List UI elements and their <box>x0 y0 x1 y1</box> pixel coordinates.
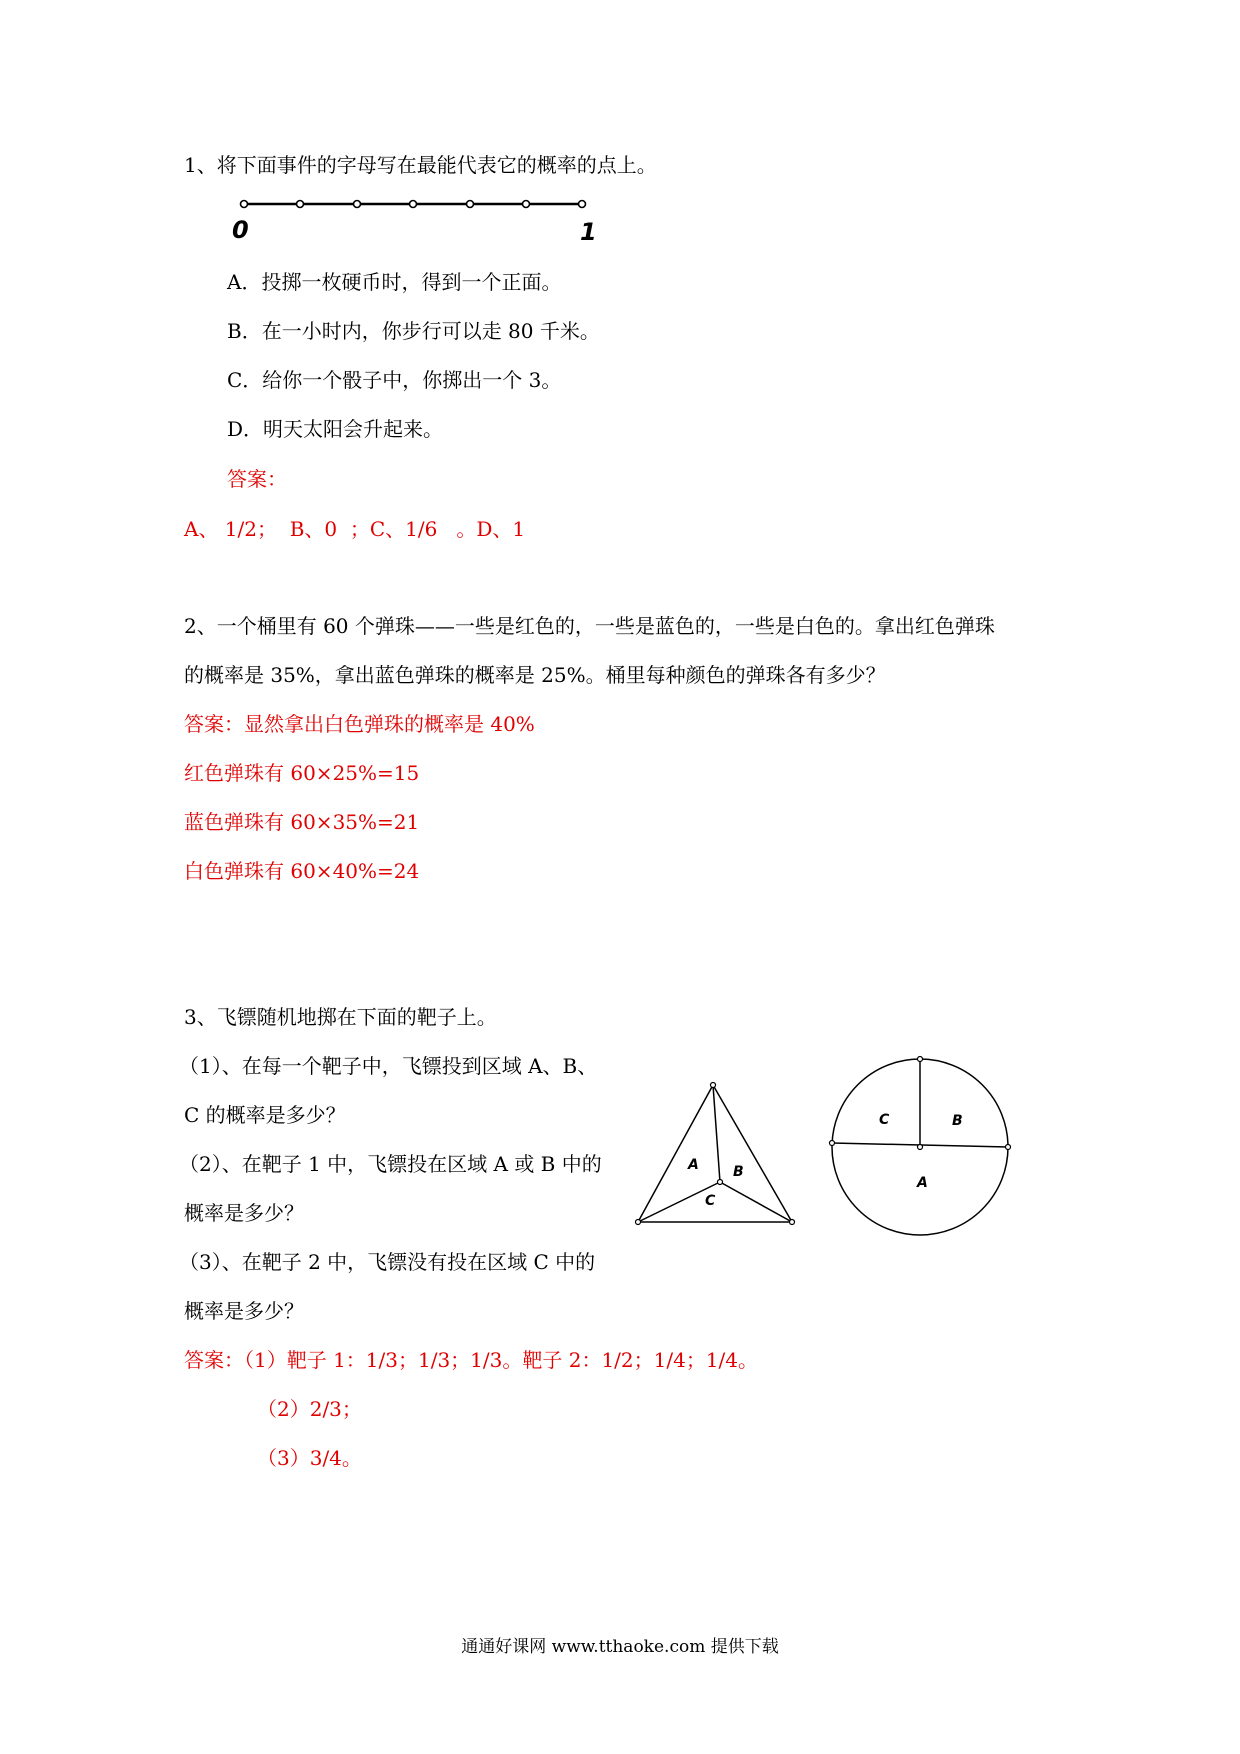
probability-number-line <box>230 190 610 250</box>
q2-answer-line: 红色弹珠有 60×25%=15 <box>184 761 420 785</box>
q1-answer: A、 1/2； B、0 ；C、1/6 。D、1 <box>184 517 526 541</box>
scale-start-label: 0 <box>232 216 249 244</box>
circle-region-a-label: A <box>917 1175 928 1191</box>
q1-option-d: D．明天太阳会升起来。 <box>227 417 444 441</box>
q3-answer-line: （3）3/4。 <box>257 1446 362 1470</box>
q1-option-a: A．投掷一枚硬币时，得到一个正面。 <box>227 270 562 294</box>
q3-sub-line: C 的概率是多少？ <box>184 1103 346 1127</box>
q2-question-line1: 2、一个桶里有 60 个弹珠——一些是红色的，一些是蓝色的，一些是白色的。拿出红色弹珠 <box>184 614 995 638</box>
q3-answer-line: 答案：（1）靶子 1：1/3；1/3；1/3。靶子 2：1/2；1/4；1/4。 <box>184 1348 759 1372</box>
q3-sub-line: （3）、在靶子 2 中，飞镖没有投在区域 C 中的 <box>179 1250 596 1274</box>
q2-answer-line: 白色弹珠有 60×40%=24 <box>184 859 420 883</box>
q2-answer-line: 答案：显然拿出白色弹珠的概率是 40% <box>184 712 535 736</box>
q3-sub-line: （1）、在每一个靶子中，飞镖投到区域 A、B、 <box>179 1054 598 1078</box>
scale-end-label: 1 <box>580 218 597 246</box>
target-1-triangle <box>630 1075 800 1235</box>
circle-region-c-label: C <box>879 1112 890 1128</box>
q1-option-c: C．给你一个骰子中，你掷出一个 3。 <box>227 368 562 392</box>
q2-answer-line: 蓝色弹珠有 60×35%=21 <box>184 810 420 834</box>
triangle-region-c-label: C <box>705 1193 716 1209</box>
q1-option-b: B．在一小时内，你步行可以走 80 千米。 <box>227 319 600 343</box>
page-footer: 通通好课网 www.tthaoke.com 提供下载 <box>461 1637 779 1657</box>
q2-question-line2: 的概率是 35%，拿出蓝色弹珠的概率是 25%。桶里每种颜色的弹珠各有多少？ <box>184 663 886 687</box>
q3-answer-line: （2）2/3； <box>257 1397 362 1421</box>
q1-question: 1、将下面事件的字母写在最能代表它的概率的点上。 <box>184 153 657 177</box>
q1-answer-label: 答案： <box>227 467 287 491</box>
triangle-region-a-label: A <box>688 1157 699 1173</box>
q3-sub-line: 概率是多少？ <box>184 1299 304 1323</box>
q3-question: 3、飞镖随机地掷在下面的靶子上。 <box>184 1005 497 1029</box>
target-2-circle <box>825 1050 1015 1240</box>
circle-region-b-label: B <box>952 1113 963 1129</box>
q3-sub-line: （2）、在靶子 1 中，飞镖投在区域 A 或 B 中的 <box>179 1152 602 1176</box>
q3-sub-line: 概率是多少？ <box>184 1201 304 1225</box>
triangle-region-b-label: B <box>733 1164 744 1180</box>
